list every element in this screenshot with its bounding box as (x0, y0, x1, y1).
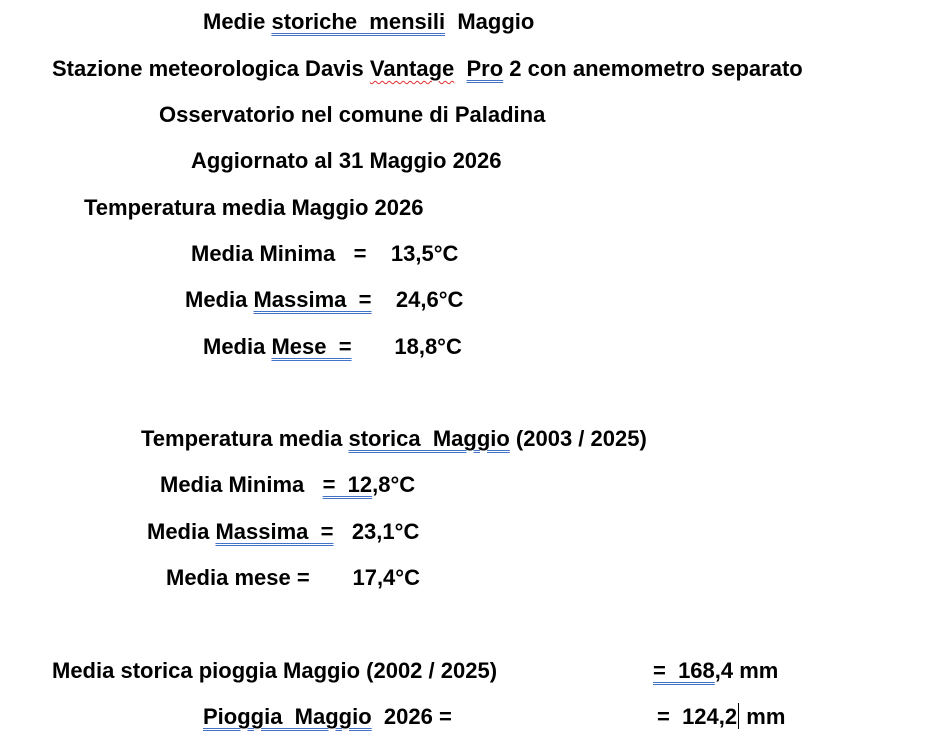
historical-min-line: Media Minima = 12,8°C (160, 472, 416, 497)
grammar-underline: = 12 (322, 472, 373, 497)
current-max-line: Media Massima = 24,6°C (185, 287, 464, 312)
grammar-underline: Massima = (215, 519, 334, 544)
observatory-line: Osservatorio nel comune di Paladina (159, 102, 546, 127)
grammar-underline: Pioggia Maggio (203, 704, 372, 729)
historical-rain-label: Media storica pioggia Maggio (2002 / 2025) (52, 658, 498, 683)
current-avg-line: Media Mese = 18,8°C (203, 334, 462, 359)
grammar-underline: Mese = (271, 334, 352, 359)
current-min-line: Media Minima = 13,5°C (191, 241, 459, 266)
historical-max-line: Media Massima = 23,1°C (147, 519, 420, 544)
grammar-underline: = 168 (653, 658, 715, 683)
grammar-underline: storiche mensili (271, 9, 446, 34)
station-line: Stazione meteorologica Davis Vantage Pro 2 con anemometro separato (52, 56, 803, 81)
current-rain-value[interactable]: = 124,2 mm (657, 704, 786, 729)
historical-heading: Temperatura media storica Maggio (2003 / 2025) (141, 426, 647, 451)
text-cursor (738, 703, 739, 729)
current-month-heading: Temperatura media Maggio 2026 (84, 195, 424, 220)
document-title: Medie storiche mensili Maggio (203, 9, 535, 34)
grammar-underline: Massima = (253, 287, 372, 312)
grammar-underline: storica Maggio (348, 426, 510, 451)
updated-line: Aggiornato al 31 Maggio 2026 (191, 148, 502, 173)
historical-rain-value: = 168,4 mm (653, 658, 779, 683)
grammar-underline: Pro (466, 56, 504, 81)
historical-avg-line: Media mese = 17,4°C (166, 565, 420, 590)
spelling-underline: Vantage (369, 56, 455, 81)
current-rain-label: Pioggia Maggio 2026 = (203, 704, 452, 729)
